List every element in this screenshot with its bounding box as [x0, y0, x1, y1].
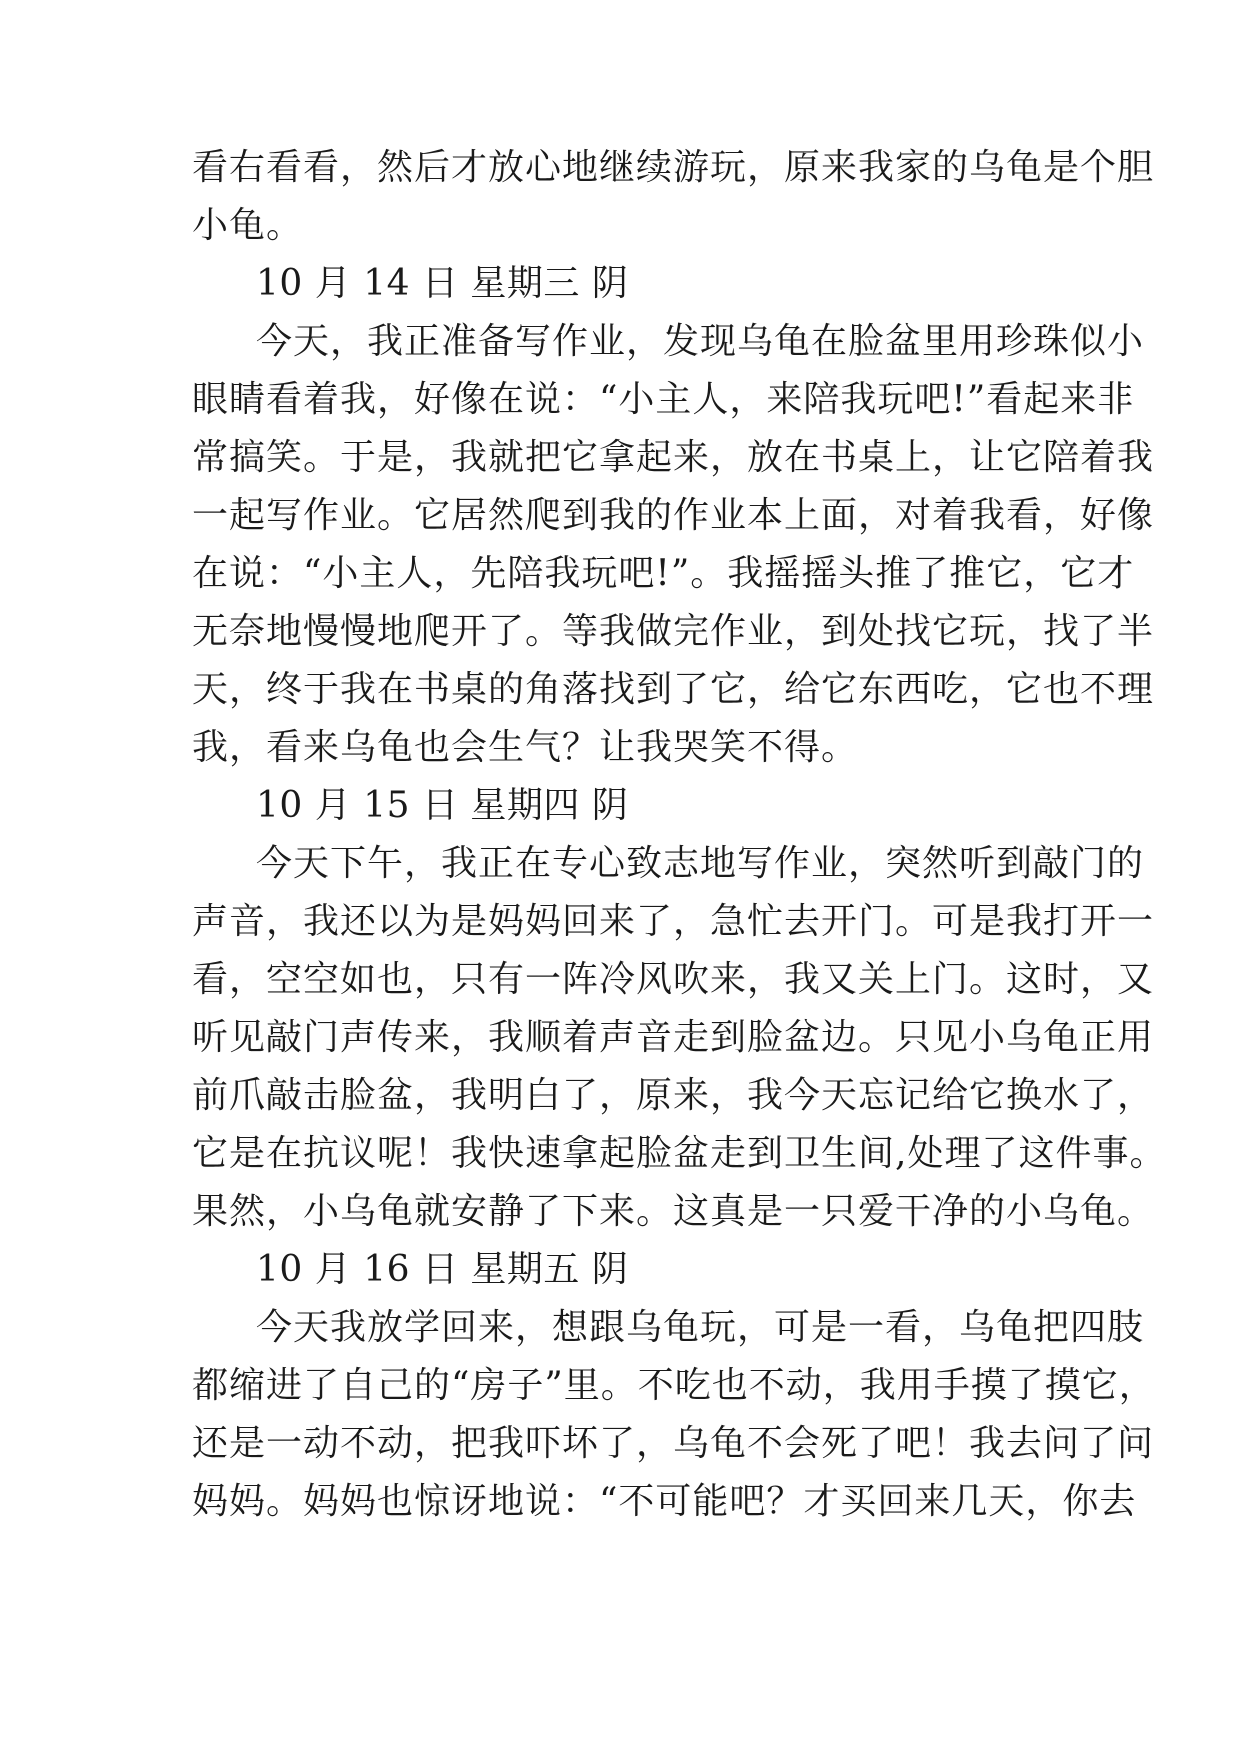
text-line: 看，空空如也，只有一阵冷风吹来，我又关上门。这时，又 [192, 959, 1155, 1000]
text-line: 妈妈。妈妈也惊讶地说：“不可能吧？才买回来几天，你去 [192, 1481, 1137, 1522]
text-line: 天，终于我在书桌的角落找到了它，给它东西吃，它也不理 [192, 669, 1155, 710]
text-line: 它是在抗议呢！我快速拿起脸盆走到卫生间,处理了这件事。 [192, 1133, 1167, 1174]
paragraph-first-line: 今天我放学回来，想跟乌龟玩，可是一看，乌龟把四肢 [256, 1307, 1145, 1348]
text-line: 在说：“小主人，先陪我玩吧!”。我摇摇头推了推它，它才 [192, 553, 1135, 594]
diary-date-heading: 10 月 15 日 星期四 阴 [256, 785, 629, 826]
diary-date-heading: 10 月 16 日 星期五 阴 [256, 1249, 629, 1290]
text-line: 果然，小乌龟就安静了下来。这真是一只爱干净的小乌龟。 [192, 1191, 1155, 1232]
text-line: 看右看看，然后才放心地继续游玩，原来我家的乌龟是个胆 [192, 147, 1155, 188]
text-line: 声音，我还以为是妈妈回来了，急忙去开门。可是我打开一 [192, 901, 1155, 942]
text-line: 无奈地慢慢地爬开了。等我做完作业，到处找它玩，找了半 [192, 611, 1155, 652]
text-line: 我，看来乌龟也会生气？让我哭笑不得。 [192, 727, 859, 768]
diary-date-heading: 10 月 14 日 星期三 阴 [256, 263, 629, 304]
text-line: 都缩进了自己的“房子”里。不吃也不动，我用手摸了摸它， [192, 1365, 1156, 1406]
text-line: 眼睛看着我，好像在说：“小主人，来陪我玩吧!”看起来非 [192, 379, 1135, 420]
paragraph-first-line: 今天，我正准备写作业，发现乌龟在脸盆里用珍珠似小 [256, 321, 1145, 362]
text-line: 还是一动不动，把我吓坏了，乌龟不会死了吧！我去问了问 [192, 1423, 1155, 1464]
text-line: 前爪敲击脸盆，我明白了，原来，我今天忘记给它换水了， [192, 1075, 1155, 1116]
text-line: 常搞笑。于是，我就把它拿起来，放在书桌上，让它陪着我 [192, 437, 1155, 478]
text-line: 一起写作业。它居然爬到我的作业本上面，对着我看，好像 [192, 495, 1155, 536]
paragraph-first-line: 今天下午，我正在专心致志地写作业，突然听到敲门的 [256, 843, 1145, 884]
text-line: 听见敲门声传来，我顺着声音走到脸盆边。只见小乌龟正用 [192, 1017, 1155, 1058]
text-line: 小龟。 [192, 205, 304, 246]
